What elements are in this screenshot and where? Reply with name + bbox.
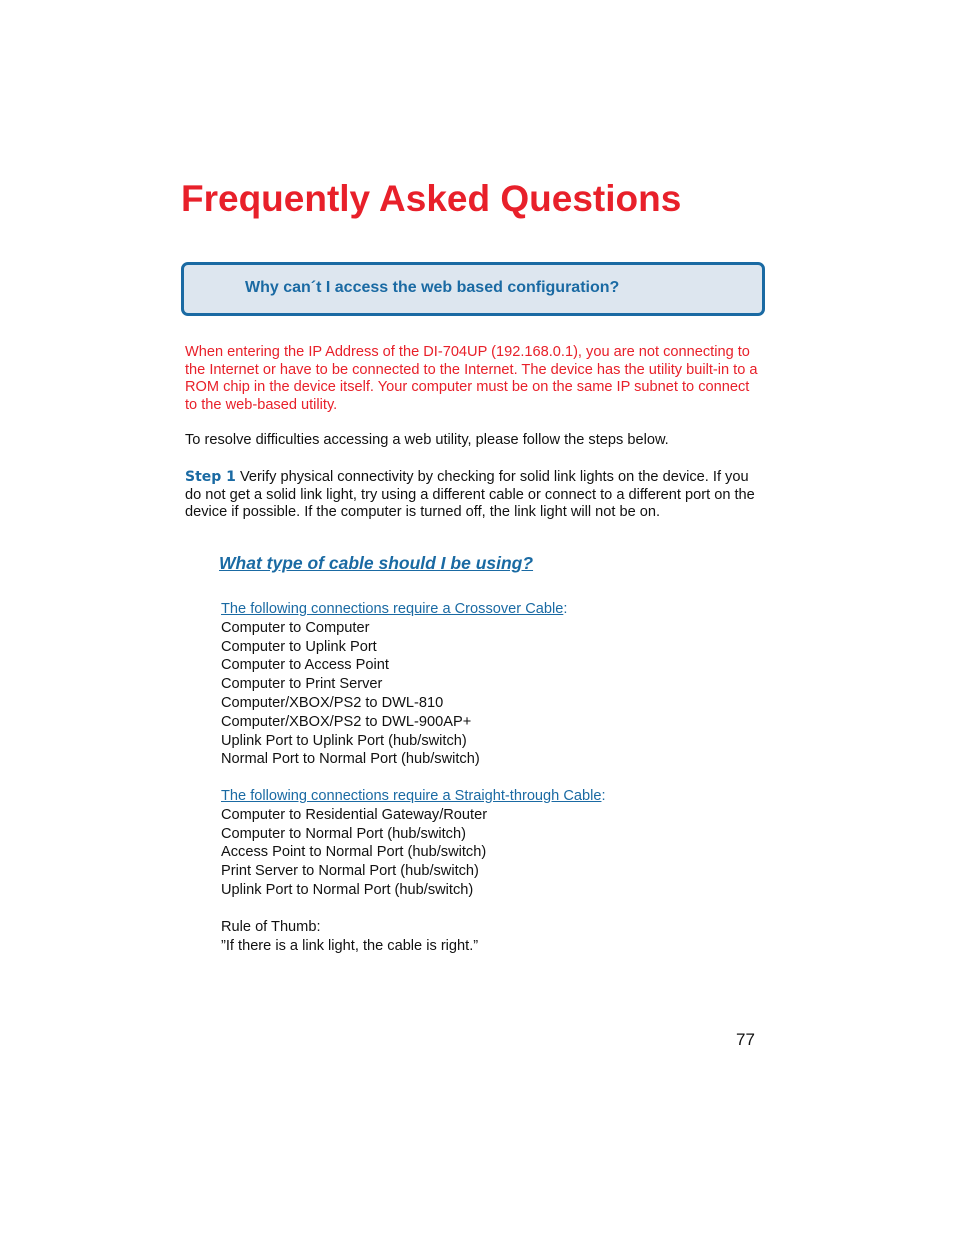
list-item: Print Server to Normal Port (hub/switch) bbox=[221, 863, 479, 880]
rule-of-thumb-label: Rule of Thumb: bbox=[221, 919, 321, 935]
straight-through-list bbox=[221, 787, 606, 900]
list-item: Uplink Port to Normal Port (hub/switch) bbox=[221, 881, 474, 898]
intro-paragraph: When entering the IP Address of the DI-704UP (192.168.0.1), you are not connecting to the Internet or have to be connected to the Internet. The device has the utility built-in to a ROM chip in the device itself. Your computer must be on the same IP subnet to connect to the web-based utility. bbox=[185, 344, 758, 413]
list-item: Computer/XBOX/PS2 to DWL-900AP+ bbox=[221, 713, 472, 730]
list-item: Computer to Computer bbox=[221, 619, 370, 636]
list-item: Access Point to Normal Port (hub/switch) bbox=[221, 844, 487, 861]
crossover-heading-suffix: : bbox=[563, 601, 568, 617]
resolve-paragraph: To resolve difficulties accessing a web utility, please follow the steps below. bbox=[185, 432, 669, 448]
list-item: Computer/XBOX/PS2 to DWL-810 bbox=[221, 694, 444, 711]
step-1-paragraph bbox=[185, 469, 765, 522]
list-item: Computer to Uplink Port bbox=[221, 638, 377, 655]
list-item: Normal Port to Normal Port (hub/switch) bbox=[221, 751, 480, 768]
question-text: Why can´t I access the web based configuration? bbox=[245, 279, 620, 296]
list-item: Computer to Print Server bbox=[221, 676, 383, 693]
straight-through-heading-suffix: : bbox=[601, 788, 606, 804]
straight-through-heading-link[interactable]: The following connections require a Straight-through Cable bbox=[221, 788, 602, 804]
crossover-list-heading bbox=[221, 600, 567, 619]
list-item: Computer to Access Point bbox=[221, 657, 389, 674]
crossover-heading-link[interactable]: The following connections require a Crossover Cable bbox=[221, 601, 564, 617]
rule-of-thumb bbox=[221, 918, 478, 956]
list-item: Computer to Normal Port (hub/switch) bbox=[221, 825, 466, 842]
crossover-list bbox=[221, 600, 567, 769]
list-item: Uplink Port to Uplink Port (hub/switch) bbox=[221, 732, 467, 749]
list-item: Computer to Residential Gateway/Router bbox=[221, 806, 488, 823]
page-number: 77 bbox=[736, 1030, 755, 1049]
question-box bbox=[181, 262, 765, 316]
step-1-label: Step 1 bbox=[185, 469, 236, 485]
page-title: Frequently Asked Questions bbox=[181, 178, 682, 219]
straight-through-list-heading bbox=[221, 787, 606, 806]
step-1-text: Verify physical connectivity by checking for solid link lights on the device. If you do not get a solid link light, try using a different cable or connect to a different port on the device if possible. If the computer is turned off, the link light will not be on. bbox=[185, 469, 755, 520]
rule-of-thumb-quote: ”If there is a link light, the cable is right.” bbox=[221, 937, 479, 954]
cable-question-heading: What type of cable should I be using? bbox=[219, 553, 534, 573]
